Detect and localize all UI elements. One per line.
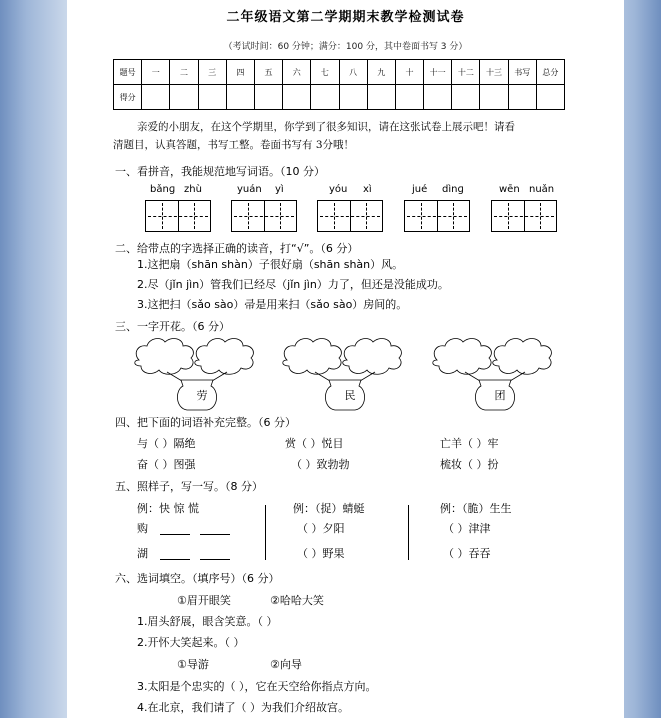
question-item: 3.这把扫（sǎo sào）帚是用来扫（sǎo sào）房间的。 [137, 298, 408, 311]
pinyin-label: yuán [237, 184, 262, 195]
fill-question: 2.开怀大笑起来。（ ） [137, 636, 245, 649]
score-table-cell: 五 [254, 60, 282, 85]
example-text: 例：（捉）蜻蜓 [293, 502, 365, 515]
intro-line-1: 亲爱的小朋友，在这个学期里，你学到了很多知识，请在这张试卷上展示吧！请看 [137, 121, 515, 133]
score-table-cell: 十一 [424, 60, 452, 85]
pot-character: 民 [344, 389, 356, 402]
score-table-cell: 十三 [480, 60, 508, 85]
score-table-cell: 得分 [114, 85, 142, 110]
answer-blank[interactable] [160, 559, 190, 560]
score-input-cell[interactable] [367, 85, 395, 110]
score-input-cell[interactable] [170, 85, 198, 110]
question-item: 1.这把扇（shān shàn）子很好扇（shān shàn）风。 [137, 258, 404, 271]
writing-grid[interactable] [145, 200, 211, 232]
pinyin-label: yì [275, 184, 284, 195]
pinyin-label: jué [412, 184, 428, 195]
score-input-cell[interactable] [452, 85, 480, 110]
score-input-cell[interactable] [480, 85, 508, 110]
fill-question: 4.在北京，我们请了（ ）为我们介绍故宫。 [137, 701, 349, 714]
score-input-cell[interactable] [198, 85, 226, 110]
pinyin-label: wēn [499, 184, 520, 195]
writing-grid[interactable] [491, 200, 557, 232]
score-input-cell[interactable] [339, 85, 367, 110]
score-table-cell: 十 [395, 60, 423, 85]
score-table-score-row [114, 85, 565, 110]
pinyin-label: nuǎn [529, 184, 555, 195]
score-table-cell: 八 [339, 60, 367, 85]
score-table-cell: 二 [170, 60, 198, 85]
column-divider [408, 505, 409, 560]
exam-title: 二年级语文第二学期期末教学检测试卷 [226, 10, 465, 25]
pinyin-label: zhù [184, 184, 202, 195]
pot-character: 团 [494, 389, 506, 402]
idiom-item: 奋（ ）图强 [137, 458, 196, 471]
score-table-cell: 题号 [114, 60, 142, 85]
section-2-heading: 二、给带点的字选择正确的读音，打“√”。（6 分） [115, 242, 359, 255]
exam-subtitle: （考试时间：60 分钟；满分：100 分，其中卷面书写 3 分） [223, 42, 468, 52]
section-4-heading: 四、把下面的词语补充完整。（6 分） [115, 416, 296, 429]
example-text: 例：（脆）生生 [440, 502, 512, 515]
exam-page [67, 0, 624, 718]
fill-item: （ ）野果 [297, 547, 345, 560]
answer-blank[interactable] [200, 559, 230, 560]
idiom-item: 亡羊（ ）牢 [440, 437, 499, 450]
section-6-heading: 六、选词填空。（填序号）（6 分） [115, 572, 280, 585]
word-option: ①导游 [177, 658, 209, 671]
score-input-cell[interactable] [311, 85, 339, 110]
score-table-cell: 总分 [536, 60, 564, 85]
score-input-cell[interactable] [254, 85, 282, 110]
score-input-cell[interactable] [536, 85, 564, 110]
section-5-heading: 五、照样子，写一写。（8 分） [115, 480, 263, 493]
score-input-cell[interactable] [142, 85, 170, 110]
pinyin-label: yóu [329, 184, 348, 195]
column-divider [265, 505, 266, 560]
score-input-cell[interactable] [424, 85, 452, 110]
word-option: ①眉开眼笑 [177, 594, 231, 607]
score-input-cell[interactable] [508, 85, 536, 110]
fill-question: 1.眉头舒展，眼含笑意。（ ） [137, 615, 278, 628]
intro-line-2: 清题目，认真答题，书写工整。卷面书写有 3分哦！ [113, 139, 355, 151]
word-option: ②哈哈大笑 [270, 594, 324, 607]
answer-blank[interactable] [200, 534, 230, 535]
example-character: 购 [137, 522, 148, 535]
writing-grid[interactable] [317, 200, 383, 232]
section-1-heading: 一、看拼音，我能规范地写词语。（10 分） [115, 165, 325, 178]
idiom-item: 梳妆（ ）扮 [440, 458, 499, 471]
score-table-cell: 九 [367, 60, 395, 85]
writing-grid[interactable] [231, 200, 297, 232]
pot-character: 劳 [196, 389, 208, 402]
pinyin-label: xì [363, 184, 372, 195]
score-table-header-row [114, 60, 565, 85]
answer-blank[interactable] [160, 534, 190, 535]
question-item: 2.尽（jǐn jìn）管我们已经尽（jǐn jìn）力了，但还是没能成功。 [137, 278, 449, 291]
score-table-cell: 四 [226, 60, 254, 85]
idiom-item: 赏（ ）悦目 [285, 437, 344, 450]
score-input-cell[interactable] [283, 85, 311, 110]
idiom-item: 与（ ）隔绝 [137, 437, 196, 450]
score-table-cell: 十二 [452, 60, 480, 85]
fill-item: （ ）夕阳 [297, 522, 345, 535]
pinyin-label: bǎnɡ [150, 184, 176, 195]
score-input-cell[interactable] [226, 85, 254, 110]
score-table-cell: 三 [198, 60, 226, 85]
idiom-item: （ ）致勃勃 [291, 458, 350, 471]
score-table-cell: 一 [142, 60, 170, 85]
score-table-cell: 七 [311, 60, 339, 85]
fill-question: 3.太阳是个忠实的（ ），它在天空给你指点方向。 [137, 680, 377, 693]
example-text: 例：快 惊 慌 [137, 502, 199, 515]
section-3-heading: 三、一字开花。（6 分） [115, 320, 230, 333]
score-input-cell[interactable] [395, 85, 423, 110]
score-table [113, 59, 565, 110]
pinyin-label: dìnɡ [442, 184, 464, 195]
writing-grid[interactable] [404, 200, 470, 232]
score-table-cell: 六 [283, 60, 311, 85]
fill-item: （ ）津津 [443, 522, 491, 535]
example-character: 湖 [137, 547, 148, 560]
fill-item: （ ）吞吞 [443, 547, 491, 560]
word-option: ②向导 [270, 658, 302, 671]
score-table-cell: 书写 [508, 60, 536, 85]
